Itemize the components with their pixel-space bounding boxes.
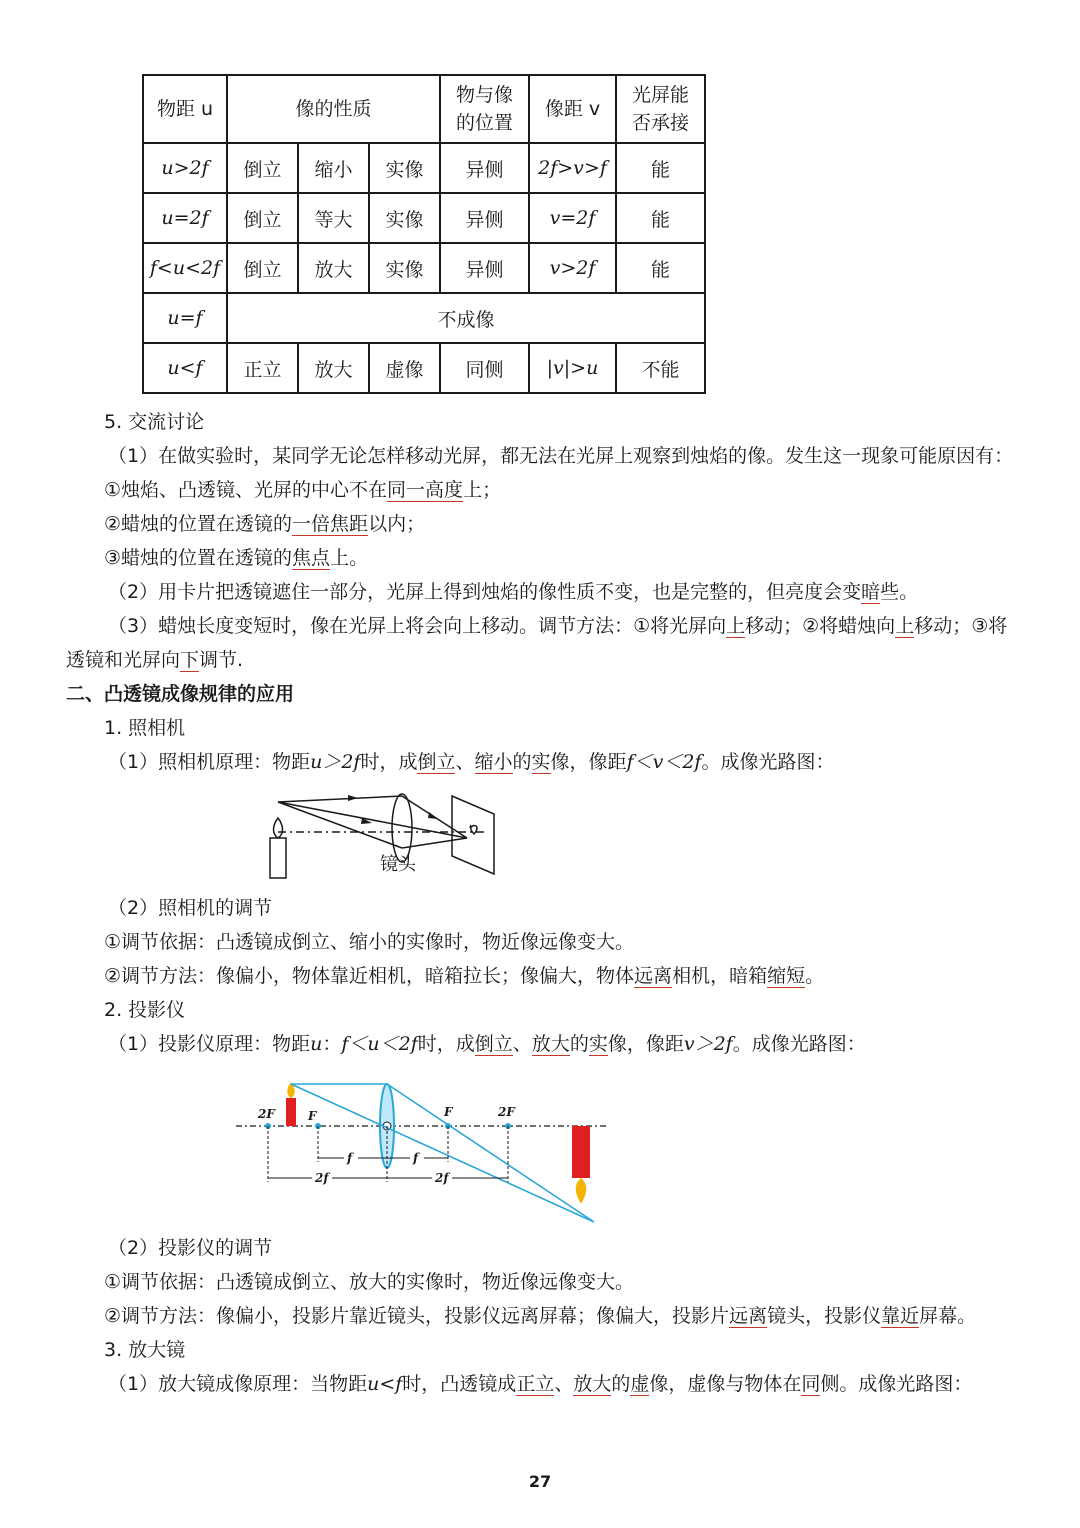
camera-lens xyxy=(392,794,412,862)
projector-text-k: 像，像距 xyxy=(607,1033,684,1055)
cell-u: u>2f xyxy=(143,143,227,193)
cell-type: 实像 xyxy=(369,243,440,293)
header-object-distance: 物距 u xyxy=(143,75,227,143)
answer-same: 同 xyxy=(801,1373,821,1395)
magnifier-text-a: （1）放大镜成像原理：当物距 xyxy=(108,1373,368,1395)
cell-position: 异侧 xyxy=(440,143,529,193)
cell-screen: 不能 xyxy=(616,343,705,393)
table-row xyxy=(143,343,705,393)
reason-2-end: 以内； xyxy=(368,513,426,535)
answer-same-height: 同一高度 xyxy=(387,479,464,501)
reason-2-text: ②蜡烛的位置在透镜的 xyxy=(104,513,293,535)
cell-v: v>2f xyxy=(529,243,616,293)
cell-screen: 能 xyxy=(616,193,705,243)
answer-up-1: 上 xyxy=(726,615,746,637)
header-screen xyxy=(616,75,705,143)
label-f-right: F xyxy=(444,1105,453,1119)
answer-up-2: 上 xyxy=(895,615,915,637)
header-position-text: 物与像的位置 xyxy=(455,84,513,134)
answer-focal-point: 焦点 xyxy=(292,547,331,569)
answer-inverted: 倒立 xyxy=(417,751,456,773)
cell-type: 实像 xyxy=(369,143,440,193)
cell-v: v=2f xyxy=(529,193,616,243)
reason-3-text: ③蜡烛的位置在透镜的 xyxy=(104,547,293,569)
discussion-q3-cont xyxy=(66,648,243,672)
q3-cont-text: 透镜和光屏向 xyxy=(66,649,181,671)
camera-method-mid: 相机，暗箱 xyxy=(672,965,768,987)
camera-text-i: 像，像距 xyxy=(550,751,627,773)
answer-reduced: 缩小 xyxy=(474,751,513,773)
magnifier-title: 3. 放大镜 xyxy=(104,1339,186,1361)
film-screen xyxy=(452,796,494,874)
camera-ray-diagram xyxy=(262,788,512,880)
cell-orientation: 倒立 xyxy=(227,193,298,243)
cell-size: 等大 xyxy=(298,193,369,243)
reason-2 xyxy=(104,512,425,536)
reason-3-end: 上。 xyxy=(330,547,369,569)
projector-principle xyxy=(108,1032,866,1056)
cell-screen: 能 xyxy=(616,143,705,193)
magnifier-text-k: 侧。成像光路图： xyxy=(820,1373,973,1395)
table-header-row xyxy=(143,75,705,143)
q3-text: （3）蜡烛长度变短时，像在光屏上将会向上移动。调节方法：①将光屏向 xyxy=(108,615,727,637)
discussion-q3 xyxy=(108,614,1007,638)
image-flame xyxy=(576,1178,587,1204)
section-5-title: 5. 交流讨论 xyxy=(104,411,205,433)
q3-mid2: 移动；③将 xyxy=(914,615,1008,637)
answer-real: 实 xyxy=(531,751,551,773)
magnifier-sep: 、 xyxy=(554,1373,574,1395)
projector-u-condition: f＜u＜2f xyxy=(341,1033,418,1055)
camera-principle xyxy=(108,750,834,774)
answer-darker: 暗 xyxy=(861,581,881,603)
label-seg-2f-left: 2f xyxy=(315,1171,329,1185)
cell-position: 同侧 xyxy=(440,343,529,393)
camera-text-g: 的 xyxy=(512,751,532,773)
discussion-q1: （1）在做实验时，某同学无论怎样移动光屏，都无法在光屏上观察到烛焰的像。发生这一现象可能原因有： xyxy=(108,445,1014,467)
answer-shorten: 缩短 xyxy=(767,965,806,987)
cell-position: 异侧 xyxy=(440,193,529,243)
q3-mid: 移动；②将蜡烛向 xyxy=(745,615,896,637)
table-row xyxy=(143,293,705,343)
q2-text: （2）用卡片把透镜遮住一部分，光屏上得到烛焰的像性质不变，也是完整的，但亮度会变 xyxy=(108,581,862,603)
answer-magnified: 放大 xyxy=(531,1033,570,1055)
table-row xyxy=(143,193,705,243)
cell-size: 缩小 xyxy=(298,143,369,193)
answer-move-closer: 靠近 xyxy=(881,1305,920,1327)
object-candle xyxy=(286,1098,296,1126)
center-ray xyxy=(291,1084,594,1222)
section-2-title: 二、凸透镜成像规律的应用 xyxy=(66,683,295,705)
projector-text-a: （1）投影仪原理：物距 xyxy=(108,1033,311,1055)
header-screen-text: 光屏能否承接 xyxy=(631,84,689,134)
label-seg-f-right: f xyxy=(413,1151,419,1165)
answer-virtual: 虚 xyxy=(630,1373,650,1395)
cell-orientation: 倒立 xyxy=(227,143,298,193)
reason-1-end: 上； xyxy=(463,479,502,501)
answer-move-away: 远离 xyxy=(729,1305,768,1327)
arrow-head xyxy=(428,812,438,819)
reason-1-text: ①烛焰、凸透镜、光屏的中心不在 xyxy=(104,479,388,501)
imaging-rules-table xyxy=(142,74,706,394)
lens-label: 镜头 xyxy=(380,854,416,874)
camera-text-c: 时，成 xyxy=(360,751,418,773)
cell-u: u<f xyxy=(143,343,227,393)
label-f-left: F xyxy=(308,1109,317,1123)
projector-method-end: 屏幕。 xyxy=(919,1305,977,1327)
camera-method-end: 。 xyxy=(805,965,825,987)
image-candle xyxy=(572,1126,590,1178)
answer-upright: 正立 xyxy=(516,1373,555,1395)
camera-adjust-title: （2）照相机的调节 xyxy=(108,897,273,919)
magnifier-text-c: 时，凸透镜成 xyxy=(402,1373,517,1395)
projector-text-e: 时，成 xyxy=(417,1033,475,1055)
camera-text-k: 。成像光路图： xyxy=(701,751,835,773)
answer-inverted: 倒立 xyxy=(474,1033,513,1055)
projector-method-mid: 镜头，投影仪 xyxy=(767,1305,882,1327)
projector-colon: ： xyxy=(322,1033,342,1055)
cell-v: |v|>u xyxy=(529,343,616,393)
projector-adjust-method xyxy=(104,1304,976,1328)
camera-v-condition: f＜v＜2f xyxy=(626,751,702,773)
camera-adjust-basis: ①调节依据：凸透镜成倒立、缩小的实像时，物近像远像变大。 xyxy=(104,931,635,953)
camera-sep: 、 xyxy=(455,751,475,773)
header-image-distance: 像距 v xyxy=(529,75,616,143)
cell-type: 虚像 xyxy=(369,343,440,393)
cell-size: 放大 xyxy=(298,343,369,393)
camera-title: 1. 照相机 xyxy=(104,717,186,739)
arrow-head xyxy=(348,795,358,801)
header-image-nature: 像的性质 xyxy=(227,75,440,143)
q2-end: 些。 xyxy=(880,581,919,603)
reason-3 xyxy=(104,546,368,570)
projector-sep: 、 xyxy=(512,1033,532,1055)
cell-screen: 能 xyxy=(616,243,705,293)
cell-position: 异侧 xyxy=(440,243,529,293)
camera-method-text: ②调节方法：像偏小，物体靠近相机，暗箱拉长；像偏大，物体 xyxy=(104,965,635,987)
projector-text-i: 的 xyxy=(569,1033,589,1055)
ray-1a xyxy=(278,796,402,802)
q3-cont-end: 调节. xyxy=(199,649,244,671)
magnifier-text-i: 像，虚像与物体在 xyxy=(649,1373,802,1395)
cell-type: 实像 xyxy=(369,193,440,243)
projector-text-m: 。成像光路图： xyxy=(732,1033,866,1055)
answer-move-away: 远离 xyxy=(634,965,673,987)
camera-text-a: （1）照相机原理：物距 xyxy=(108,751,311,773)
page-number: 27 xyxy=(528,1472,552,1491)
header-position xyxy=(440,75,529,143)
cell-orientation: 正立 xyxy=(227,343,298,393)
projector-title: 2. 投影仪 xyxy=(104,999,186,1021)
reason-1 xyxy=(104,478,501,502)
projector-v-condition: v＞2f xyxy=(683,1033,733,1055)
ray-3a xyxy=(278,802,402,848)
projector-u: u xyxy=(310,1033,323,1055)
camera-adjust-method xyxy=(104,964,824,988)
answer-magnified: 放大 xyxy=(573,1373,612,1395)
cell-u: f<u<2f xyxy=(143,243,227,293)
cell-v: 2f>v>f xyxy=(529,143,616,193)
cell-orientation: 倒立 xyxy=(227,243,298,293)
answer-down: 下 xyxy=(180,649,200,671)
answer-one-focal-length: 一倍焦距 xyxy=(292,513,369,535)
magnifier-principle xyxy=(108,1372,972,1396)
label-seg-2f-right: 2f xyxy=(435,1171,449,1185)
label-2f-right: 2F xyxy=(498,1105,515,1119)
cell-size: 放大 xyxy=(298,243,369,293)
projector-adjust-basis: ①调节依据：凸透镜成倒立、放大的实像时，物近像远像变大。 xyxy=(104,1271,635,1293)
answer-real: 实 xyxy=(588,1033,608,1055)
cell-no-image: 不成像 xyxy=(227,293,705,343)
table-row xyxy=(143,143,705,193)
discussion-q2 xyxy=(108,580,918,604)
projector-adjust-title: （2）投影仪的调节 xyxy=(108,1237,273,1259)
magnifier-text-g: 的 xyxy=(611,1373,631,1395)
projector-ray-diagram xyxy=(232,1078,612,1226)
table-row xyxy=(143,243,705,293)
projector-method-text: ②调节方法：像偏小，投影片靠近镜头，投影仪远离屏幕；像偏大，投影片 xyxy=(104,1305,730,1327)
cell-u: u=2f xyxy=(143,193,227,243)
magnifier-u-condition: u<f xyxy=(367,1373,403,1395)
cell-u: u=f xyxy=(143,293,227,343)
label-2f-left: 2F xyxy=(258,1107,275,1121)
candle-body xyxy=(270,838,286,878)
camera-u-condition: u＞2f xyxy=(310,751,361,773)
label-seg-f-left: f xyxy=(347,1151,353,1165)
candle-flame xyxy=(274,818,283,838)
